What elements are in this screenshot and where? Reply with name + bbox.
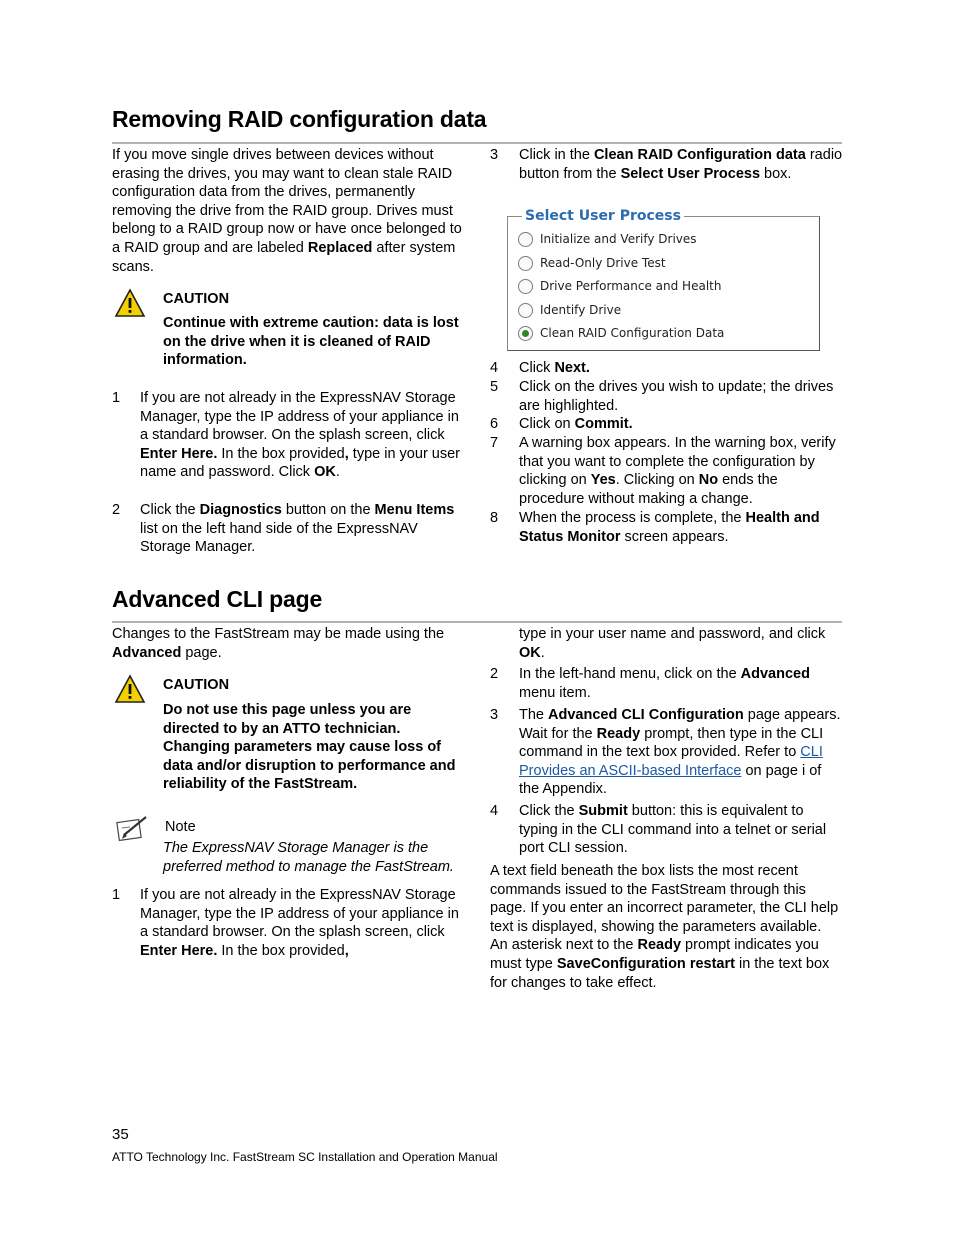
caution-text: Continue with extreme caution: data is lost on the drive when it is cleaned of RAID information.: [163, 315, 459, 369]
radio-button-icon[interactable]: [518, 256, 533, 271]
section-rule: [112, 142, 842, 144]
step-number: 6: [490, 416, 499, 432]
step-5-text: Click on the drives you wish to update; the drives are highlighted.: [519, 379, 834, 414]
step-number: 2: [112, 502, 121, 518]
step-number: 1: [112, 390, 121, 406]
section-title-advanced-cli: Advanced CLI page: [112, 586, 323, 612]
step-number: 2: [490, 666, 499, 682]
adv-step-1-text: If you are not already in the ExpressNAV Storage Manager, type the IP address of your appliance in a standard browser. On the splash screen, click Enter Here. In the box provided,: [140, 887, 459, 959]
page-number: 35: [112, 1126, 129, 1143]
step-number: 8: [490, 510, 499, 526]
note-pencil-icon: [116, 815, 150, 848]
radio-option-identify-drive[interactable]: Identify Drive: [518, 303, 621, 318]
step-number: 4: [490, 803, 499, 819]
radio-button-icon[interactable]: [518, 232, 533, 247]
adv-step-3-text: The Advanced CLI Configuration page appears. Wait for the Ready prompt, then type in the CLI command in the text box provided. Refer to CLI Provides an ASCII-based Interface on page i of the Appendix.: [519, 707, 841, 798]
radio-option-initialize[interactable]: Initialize and Verify Drives: [518, 232, 697, 247]
radio-button-selected-icon[interactable]: [518, 326, 533, 341]
radio-option-drive-performance[interactable]: Drive Performance and Health: [518, 279, 721, 294]
select-user-process-legend: Select User Process: [522, 208, 684, 224]
step-8-text: When the process is complete, the Health and Status Monitor screen appears.: [519, 510, 820, 545]
step-3-text: Click in the Clean RAID Configuration data radio button from the Select User Process box.: [519, 147, 843, 182]
step-number: 5: [490, 379, 499, 395]
caution-icon: [114, 288, 146, 323]
caution-title: CAUTION: [163, 291, 230, 307]
step-1-text: If you are not already in the ExpressNAV Storage Manager, type the IP address of your appliance in a standard browser. On the splash screen, click Enter Here. In the box provided, type in your user name and password. Click OK.: [140, 390, 461, 481]
note-text: The ExpressNAV Storage Manager is the preferred method to manage the FastStream.: [163, 840, 454, 875]
radio-button-icon[interactable]: [518, 279, 533, 294]
section-title-removing-raid: Removing RAID configuration data: [112, 106, 487, 132]
adv-step-4-text: Click the Submit button: this is equivalent to typing in the CLI command into a telnet or serial port CLI session.: [519, 803, 827, 857]
step-6-text: Click on Commit.: [519, 416, 633, 432]
caution-title: CAUTION: [163, 677, 230, 693]
cli-interface-link[interactable]: CLI Provides an ASCII-based Interface: [519, 744, 823, 779]
step-number: 3: [490, 707, 499, 723]
section2-intro: Changes to the FastStream may be made using the Advanced page.: [112, 626, 445, 661]
section-rule: [112, 621, 842, 623]
step-number: 4: [490, 360, 499, 376]
closing-paragraph: A text field beneath the box lists the most recent commands issued to the FastStream through this page. If you enter an incorrect parameter, the CLI help text is displayed, showing the parameters available. An asterisk next to the Ready prompt indicates you must type SaveConfiguration restart in the text box for changes to take effect.: [490, 863, 839, 991]
step-7-text: A warning box appears. In the warning box, verify that you want to complete the configuration by clicking on Yes. Clicking on No ends the procedure without making a change.: [519, 435, 836, 507]
caution-text: Do not use this page unless you are directed to by an ATTO technician. Changing parameters may cause loss of data and/or disruption to performance and reliability of the FastStream.: [163, 702, 456, 793]
step-4-text: Click Next.: [519, 360, 590, 376]
radio-option-read-only[interactable]: Read-Only Drive Test: [518, 256, 666, 271]
step-2-text: Click the Diagnostics button on the Menu Items list on the left hand side of the ExpressNAV Storage Manager.: [140, 502, 455, 556]
note-title: Note: [165, 819, 196, 835]
step-number: 7: [490, 435, 499, 451]
step-number: 1: [112, 887, 121, 903]
adv-step-1-continued: type in your user name and password, and click OK.: [519, 626, 826, 661]
caution-icon: [114, 674, 146, 709]
section1-intro: If you move single drives between devices without erasing the drives, you may want to clean stale RAID configuration data from the drives, permanently removing the drive from the RAID group. Drives must belong to a RAID group now or have once belonged to a RAID group and are labeled Replaced after system scans.: [112, 147, 462, 275]
step-number: 3: [490, 147, 499, 163]
manual-title: ATTO Technology Inc. FastStream SC Installation and Operation Manual: [112, 1150, 498, 1164]
adv-step-2-text: In the left-hand menu, click on the Advanced menu item.: [519, 666, 810, 701]
radio-button-icon[interactable]: [518, 303, 533, 318]
radio-option-clean-raid[interactable]: Clean RAID Configuration Data: [518, 326, 724, 341]
